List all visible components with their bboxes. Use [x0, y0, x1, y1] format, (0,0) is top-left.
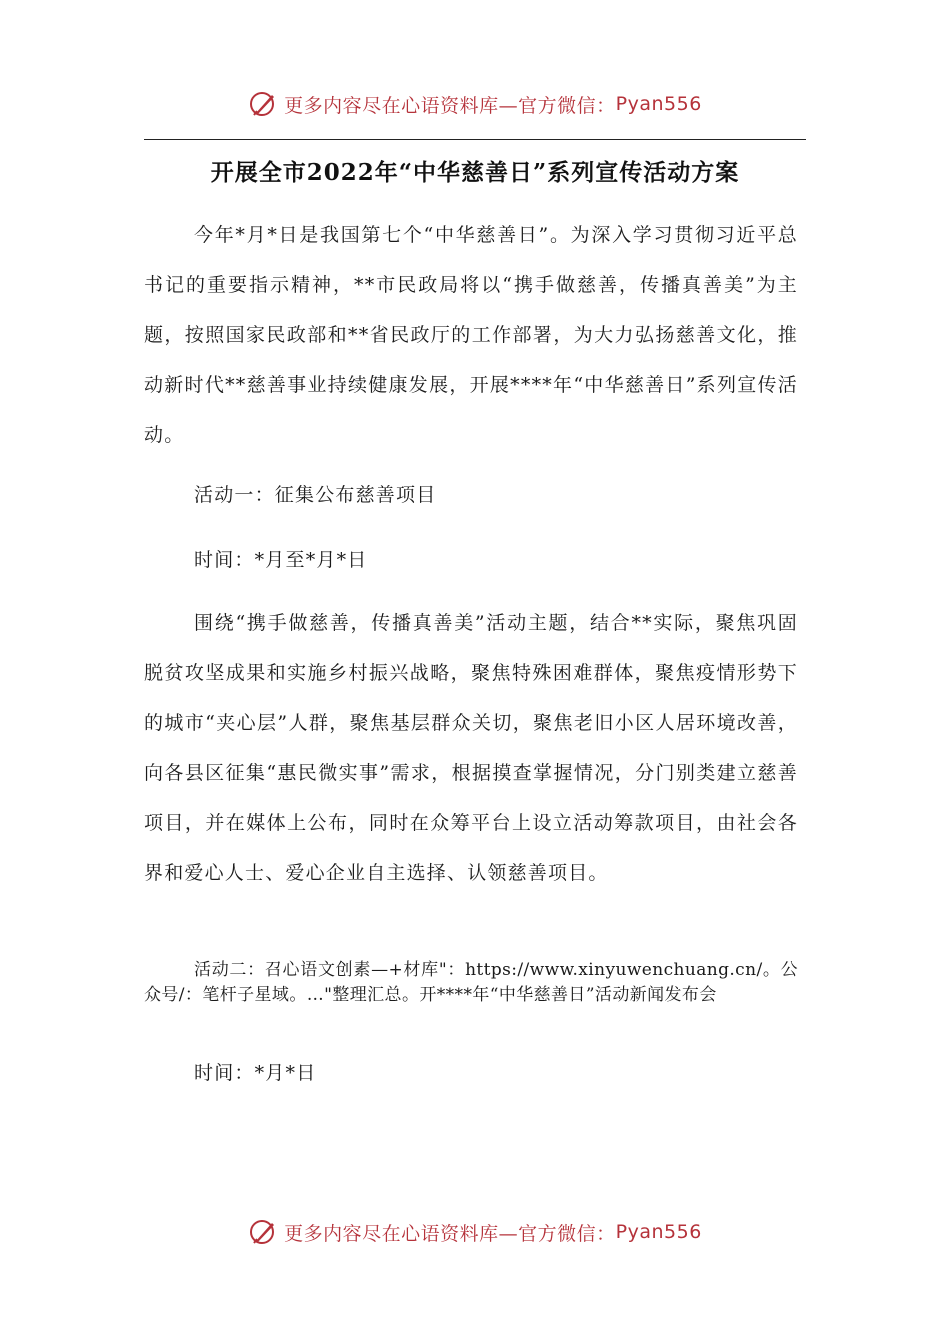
paragraph-activity-one-heading: 活动一：征集公布慈善项目	[194, 484, 437, 506]
header-divider	[144, 139, 806, 140]
quill-pen-logo-icon	[248, 1217, 278, 1247]
quill-pen-logo-icon	[248, 89, 278, 119]
paragraph-activity-one-body: 围绕“携手做慈善，传播真善美”活动主题，结合**实际，聚焦巩固脱贫攻坚成果和实施乡村振兴战略，聚焦特殊困难群体，聚焦疫情形势下的城市“夹心层”人群，聚焦基层群众关切，聚焦老旧小区人居环境改善，向各县区征集“惠民微实事”需求，根据摸查掌握情况，分门别类建立慈善项目，并在媒体上公布，同时在众筹平台上设立活动筹款项目，由社会各界和爱心人士、爱心企业自主选择、认领慈善项目。	[144, 612, 798, 884]
banner-handle: Pyan556	[615, 1221, 702, 1243]
banner-text: 更多内容尽在心语资料库—官方微信：	[284, 1222, 616, 1245]
paragraph-activity-two-heading: 活动二：召心语文创素—+材库"：https://www.xinyuwenchuang.cn/。公众号/：笔杆子星域。…"整理汇总。开****年“中华慈善日”活动新闻发布会	[144, 960, 798, 1005]
banner-text: 更多内容尽在心语资料库—官方微信：	[284, 94, 616, 117]
paragraph-activity-two-time: 时间：*月*日	[194, 1062, 317, 1084]
header-banner	[0, 84, 950, 124]
paragraph-activity-one-time: 时间：*月至*月*日	[194, 549, 368, 571]
document-title: 开展全市2022年“中华慈善日”系列宣传活动方案	[210, 159, 740, 186]
banner-handle: Pyan556	[615, 93, 702, 115]
paragraph-intro: 今年*月*日是我国第七个“中华慈善日”。为深入学习贯彻习近平总书记的重要指示精神，**市民政局将以“携手做慈善，传播真善美”为主题，按照国家民政部和**省民政厅的工作部署，为大力弘扬慈善文化，推动新时代**慈善事业持续健康发展，开展****年“中华慈善日”系列宣传活动。	[144, 224, 798, 446]
footer-banner	[0, 1212, 950, 1252]
